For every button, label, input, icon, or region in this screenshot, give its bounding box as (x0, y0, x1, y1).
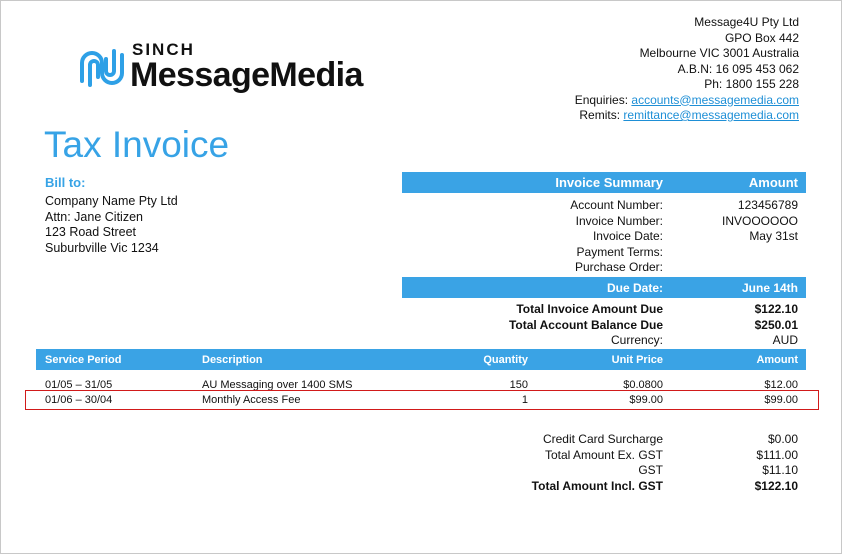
summary-label: Invoice Number: (575, 213, 663, 228)
company-abn: A.B.N: 16 095 453 062 (677, 61, 799, 76)
credit-card-surcharge-value: $0.00 (767, 432, 798, 446)
bill-to-line: 123 Road Street (45, 225, 137, 239)
bill-to-address (45, 194, 178, 256)
row-description: AU Messaging over 1400 SMS (202, 379, 353, 391)
company-city: Melbourne VIC 3001 Australia (639, 46, 799, 60)
summary-label: Purchase Order: (574, 260, 663, 274)
summary-label: Payment Terms: (576, 244, 663, 259)
bill-to-heading: Bill to: (45, 175, 86, 190)
company-po-box: GPO Box 442 (724, 30, 799, 45)
col-amount: Amount (756, 354, 798, 366)
summary-value: INVOOOOOO (721, 213, 798, 228)
col-service-period: Service Period (45, 354, 122, 366)
enquiries-email-link[interactable]: accounts@messagemedia.com (631, 92, 799, 107)
invoice-summary-header (402, 172, 806, 193)
credit-card-surcharge-label: Credit Card Surcharge (542, 432, 663, 446)
company-address (575, 15, 799, 124)
logo-messagemedia-text: MessageMedia (130, 56, 363, 94)
row-unit-price: $0.0800 (623, 379, 663, 391)
summary-value: May 31st (749, 229, 798, 243)
enquiries-label: Enquiries: (574, 92, 629, 107)
total-ex-gst-label: Total Amount Ex. GST (544, 447, 663, 462)
total-ex-gst-value: $111.00 (756, 447, 798, 462)
highlighted-row-outline (25, 390, 819, 410)
invoice-summary-label: Invoice Summary (555, 175, 663, 190)
row-amount: $99.00 (764, 394, 798, 406)
gst-label: GST (638, 463, 663, 477)
row-amount: $12.00 (764, 379, 798, 391)
row-unit-price: $99.00 (629, 394, 663, 406)
sinch-wave-logo-icon (78, 43, 126, 93)
due-date-bar (402, 277, 806, 298)
bill-to-line: Attn: Jane Citizen (45, 209, 143, 224)
amount-header-label: Amount (748, 175, 798, 190)
due-date-value: June 14th (741, 281, 798, 295)
row-quantity: 150 (509, 379, 528, 391)
col-description: Description (202, 354, 263, 366)
gst-value: $11.10 (762, 463, 798, 477)
page-title: Tax Invoice (44, 124, 230, 165)
total-incl-gst-label: Total Amount Incl. GST (531, 478, 663, 493)
enquiries-line (575, 93, 799, 109)
messagemedia-logo (78, 40, 398, 96)
company-phone: Ph: 1800 155 228 (704, 77, 799, 91)
remits-email-link[interactable]: remittance@messagemedia.com (623, 108, 799, 122)
due-date-label: Due Date: (606, 281, 663, 295)
remits-label: Remits: (579, 108, 621, 122)
bill-to-line: Suburbville Vic 1234 (45, 240, 159, 255)
total-invoice-amount-label: Total Invoice Amount Due (516, 302, 663, 316)
total-account-balance-value: $250.01 (754, 317, 798, 332)
total-account-balance-label: Total Account Balance Due (508, 317, 663, 332)
currency-value: AUD (772, 333, 798, 347)
summary-value: 123456789 (737, 198, 798, 212)
row-description: Monthly Access Fee (202, 394, 301, 406)
row-service-period: 01/05 – 31/05 (45, 379, 113, 391)
bill-to-line: Company Name Pty Ltd (45, 194, 178, 208)
col-unit-price: Unit Price (611, 354, 663, 366)
col-quantity: Quantity (483, 354, 528, 366)
summary-label: Invoice Date: (592, 229, 663, 243)
row-service-period: 01/06 – 30/04 (45, 394, 113, 406)
company-name: Message4U Pty Ltd (694, 15, 799, 29)
remits-line (575, 108, 799, 124)
row-quantity: 1 (521, 394, 528, 406)
line-items-header (36, 349, 806, 370)
logo-sinch-text: SINCH (132, 40, 195, 59)
summary-label: Account Number: (570, 198, 663, 212)
total-invoice-amount-value: $122.10 (754, 302, 798, 316)
currency-label: Currency: (610, 333, 663, 347)
total-incl-gst-value: $122.10 (754, 478, 798, 493)
